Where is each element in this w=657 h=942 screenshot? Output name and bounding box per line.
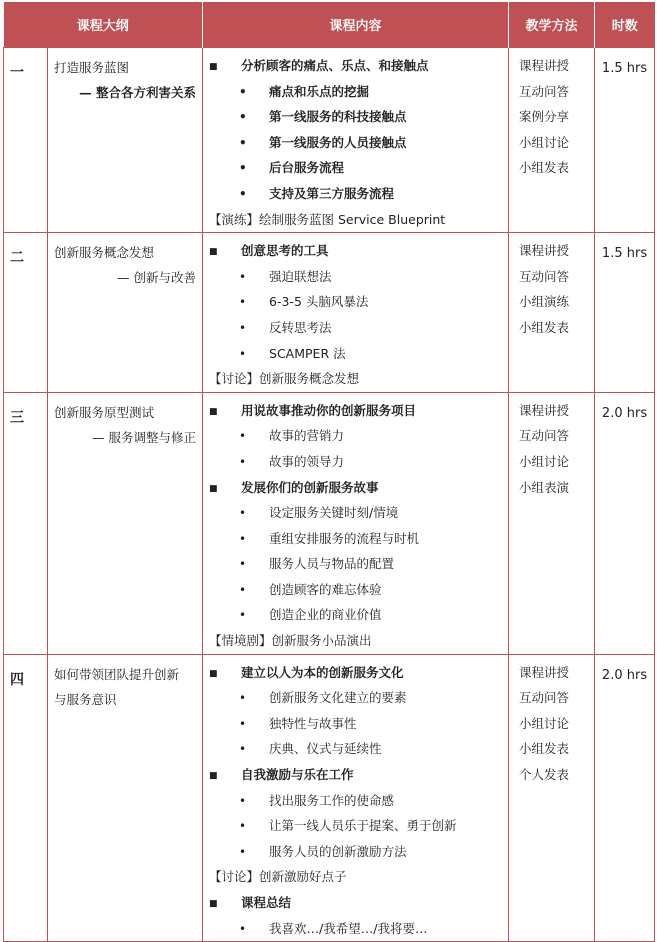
method-item: 小组讨论 — [519, 453, 570, 469]
method-item: 小组讨论 — [519, 134, 570, 150]
list-item: • 6-3-5 头脑风暴法 — [209, 289, 508, 315]
content-cell — [203, 392, 509, 654]
row-number: 一 — [4, 48, 48, 233]
header-hours: 时数 — [595, 2, 655, 48]
method-cell — [509, 48, 595, 233]
table-header-row — [4, 2, 655, 48]
section-title: ■ 发展你们的创新服务故事 — [209, 475, 508, 501]
activity-note: 【情境剧】创新服务小品演出 — [209, 633, 372, 649]
method-item: 小组发表 — [519, 319, 570, 335]
hours-cell: 2.0 hrs — [595, 654, 655, 942]
activity-note: 【讨论】创新服务概念发想 — [209, 371, 360, 387]
method-item: 案例分享 — [519, 109, 570, 125]
list-item: • 强迫联想法 — [209, 264, 508, 290]
list-item: • 痛点和乐点的挖掘 — [209, 79, 508, 105]
section-title: ■ 分析顾客的痛点、乐点、和接触点 — [209, 53, 508, 79]
method-item: 课程讲授 — [519, 58, 570, 73]
outline-subtitle: — 创新与改善 — [117, 270, 197, 286]
outline-title: 打造服务蓝图 — [54, 60, 130, 75]
list-item: • 独特性与故事性 — [209, 711, 508, 737]
row-number: 二 — [4, 233, 48, 393]
content-cell — [203, 654, 509, 942]
list-item: • SCAMPER 法 — [209, 341, 508, 367]
method-item: 个人发表 — [519, 767, 570, 783]
list-item: • 我喜欢…/我希望…/我将要… — [209, 916, 508, 942]
method-item: 课程讲授 — [519, 664, 570, 680]
course-syllabus-table — [3, 2, 655, 942]
hours-cell: 1.5 hrs — [595, 48, 655, 233]
method-item: 小组演练 — [519, 294, 570, 310]
table-row — [4, 233, 655, 393]
outline-subtitle: — 服务调整与修正 — [92, 429, 197, 445]
list-item: • 支持及第三方服务流程 — [209, 181, 508, 207]
section-title: ■ 用说故事推动你的创新服务项目 — [209, 398, 508, 424]
method-item: 课程讲授 — [519, 243, 570, 259]
method-item: 互动问答 — [519, 268, 570, 284]
method-item: 互动问答 — [519, 428, 570, 444]
section-title: ■ 课程总结 — [209, 890, 508, 916]
list-item: • 创造企业的商业价值 — [209, 602, 508, 628]
list-item: • 创造顾客的难忘体验 — [209, 577, 508, 603]
list-item: • 反转思考法 — [209, 315, 508, 341]
method-item: 小组表演 — [519, 479, 570, 495]
row-number: 三 — [4, 392, 48, 654]
activity-note: 【讨论】创新激励好点子 — [209, 869, 347, 885]
section-title: ■ 创意思考的工具 — [209, 238, 508, 264]
list-item: • 设定服务关键时刻/情境 — [209, 500, 508, 526]
hours-cell: 1.5 hrs — [595, 233, 655, 393]
table-row — [4, 48, 655, 233]
outline-cell — [48, 392, 203, 654]
table-row — [4, 654, 655, 942]
content-cell — [203, 48, 509, 233]
method-item: 小组发表 — [519, 160, 570, 176]
method-item: 课程讲授 — [519, 402, 570, 418]
list-item: • 重组安排服务的流程与时机 — [209, 526, 508, 552]
list-item: • 第一线服务的人员接触点 — [209, 130, 508, 156]
table-row — [4, 392, 655, 654]
section-title: ■ 建立以人为本的创新服务文化 — [209, 660, 508, 686]
list-item: • 第一线服务的科技接触点 — [209, 104, 508, 130]
outline-subtitle: 与服务意识 — [54, 691, 117, 707]
outline-title: 如何带领团队提升创新 — [54, 666, 180, 682]
method-cell — [509, 654, 595, 942]
list-item: • 故事的营销力 — [209, 423, 508, 449]
outline-cell — [48, 233, 203, 393]
list-item: • 找出服务工作的使命感 — [209, 788, 508, 814]
hours-cell: 2.0 hrs — [595, 392, 655, 654]
list-item: • 服务人员与物品的配置 — [209, 551, 508, 577]
list-item: • 后台服务流程 — [209, 155, 508, 181]
activity-note: 【演练】绘制服务蓝图 Service Blueprint — [209, 211, 446, 227]
method-item: 小组发表 — [519, 741, 570, 757]
list-item: • 让第一线人员乐于提案、勇于创新 — [209, 813, 508, 839]
method-item: 互动问答 — [519, 83, 570, 99]
outline-cell — [48, 654, 203, 942]
method-cell — [509, 233, 595, 393]
method-item: 互动问答 — [519, 690, 570, 706]
list-item: • 创新服务文化建立的要素 — [209, 685, 508, 711]
header-outline: 课程大纲 — [4, 2, 203, 48]
content-cell — [203, 233, 509, 393]
header-content: 课程内容 — [203, 2, 509, 48]
method-cell — [509, 392, 595, 654]
header-method: 教学方法 — [509, 2, 595, 48]
outline-title: 创新服务原型测试 — [54, 404, 155, 420]
outline-cell — [48, 48, 203, 233]
row-number: 四 — [4, 654, 48, 942]
list-item: • 庆典、仪式与延续性 — [209, 736, 508, 762]
method-item: 小组讨论 — [519, 715, 570, 731]
outline-title: 创新服务概念发想 — [54, 245, 155, 261]
outline-subtitle: — 整合各方利害关系 — [79, 85, 197, 100]
list-item: • 服务人员的创新激励方法 — [209, 839, 508, 865]
section-title: ■ 自我激励与乐在工作 — [209, 762, 508, 788]
list-item: • 故事的领导力 — [209, 449, 508, 475]
